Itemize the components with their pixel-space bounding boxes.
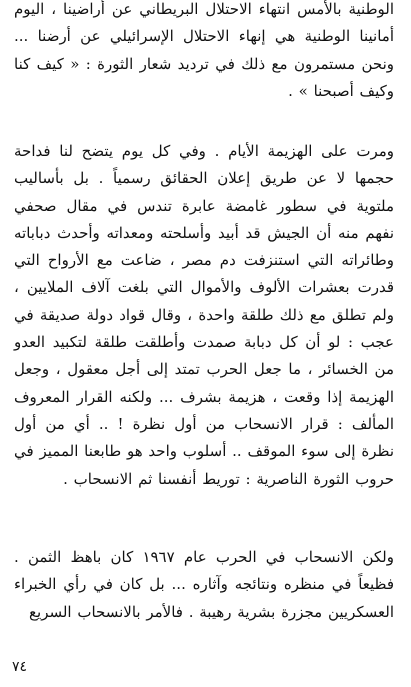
paragraph-3: ولكن الانسحاب في الحرب عام ١٩٦٧ كان باهظ الثمن . فظيعاً في منظره ونتائجه وآثاره ... بل كان في رأي الخبراء العسكريين مجزرة بشرية رهيبة . فالأمر بالانسحاب السريع xyxy=(14,548,394,621)
paragraph-2: ومرت على الهزيمة الأيام . وفي كل يوم يتضح لنا فداحة حجمها لا عن طريق إعلان الحقائق رسمياً . بل بأساليب ملتوية في سطور غامضة عابرة تندس في مقال صحفي نفهم منه أن الجيش قد أبيد وأسلحته ومعداته وأحدث دباباته وطائراته التي استنزفت دم مصر ، ضاعت مع الأرواح التي قدرت بعشرات الألوف والأموال التي بلغت آلاف الملايين ، ولم تطلق مع ذلك طلقة واحدة ، وقال قواد دولة صديقة في عجب : لو أن كل دبابة صمدت وأطلقت طلقة لتكبيد العدو من الخسائر ، ما جعل الحرب تمتد إلى أجل معقول ، وجعل الهزيمة إذا وقعت ، هزيمة بشرف ... ولكنه القرار المعروف المألف : قرار الانسحاب من أول نظرة ! .. أي من أول نظرة إلى سوء الموقف .. أسلوب واحد هو طابعنا المميز في حروب الثورة الناصرية : توريط أنفسنا ثم الانسحاب . xyxy=(14,142,394,488)
paragraph-1: الوطنية بالأمس انتهاء الاحتلال البريطاني عن أراضينا ، اليوم أمانينا الوطنية هي إنهاء الاحتلال الإسرائيلي عن أرضنا ... ونحن مستمرون مع ذلك في ترديد شعار الثورة : « كيف كنا وكيف أصبحنا » . xyxy=(14,0,394,100)
page-number: ٧٤ xyxy=(12,659,28,675)
